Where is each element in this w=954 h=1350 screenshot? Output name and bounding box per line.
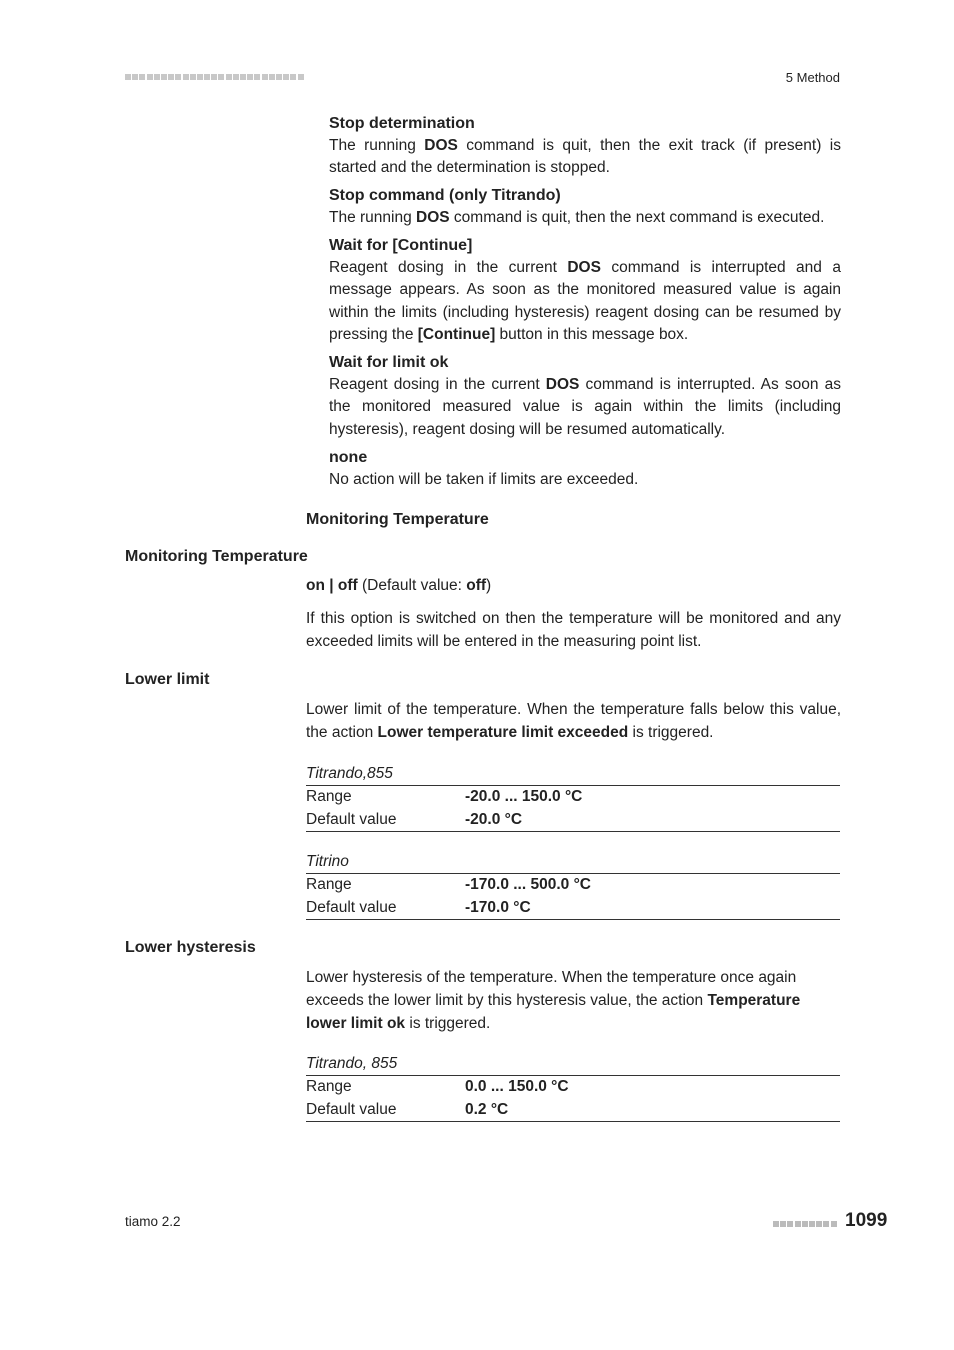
param-title-lower-hysteresis: Lower hysteresis — [125, 939, 256, 956]
option-none — [329, 447, 841, 491]
option-title: Stop command (only Titrando) — [329, 187, 561, 204]
option-description: The running DOS command is quit, then the exit track (if present) is started and the determination is stopped. — [329, 137, 842, 177]
table-row: Range -20.0 ... 150.0 °C — [306, 788, 583, 805]
option-wait-for-continue — [329, 235, 841, 346]
option-wait-for-limit-ok — [329, 352, 841, 441]
footer-decoration — [773, 1219, 838, 1227]
option-title: Wait for limit ok — [329, 354, 449, 371]
table-caption: Titrando,855 — [306, 763, 840, 786]
table-row: Default value 0.2 °C — [306, 1100, 509, 1118]
table-caption: Titrando, 855 — [306, 1053, 840, 1076]
lower-limit-table-titrino — [306, 851, 840, 920]
table-row: Default value -170.0 °C — [306, 898, 531, 916]
table-row: Range -170.0 ... 500.0 °C — [306, 876, 591, 893]
param-title-lower-limit: Lower limit — [125, 671, 210, 688]
option-description: Reagent dosing in the current DOS command is interrupted. As soon as the monitored measured value is again within the limits (including hysteresis), reagent dosing will be resumed automatically. — [329, 376, 841, 438]
table-caption: Titrino — [306, 851, 840, 874]
footer-product: tiamo 2.2 — [125, 1214, 181, 1229]
header-decoration — [125, 72, 307, 82]
table-row: Range 0.0 ... 150.0 °C — [306, 1078, 569, 1095]
option-description: The running DOS command is quit, then the next command is executed. — [329, 209, 825, 226]
chapter-header: 5 Method — [785, 70, 840, 85]
option-stop-command — [329, 185, 841, 229]
option-stop-determination — [329, 113, 841, 180]
option-title: none — [329, 449, 368, 466]
option-title: Wait for [Continue] — [329, 237, 473, 254]
monitoring-values: on | off (Default value: off) — [306, 577, 492, 594]
lower-limit-table-titrando — [306, 763, 840, 832]
lower-hysteresis-table — [306, 1053, 840, 1122]
lower-limit-description: Lower limit of the temperature. When the temperature falls below this value, the action Lower temperature limit exceeded is triggered. — [306, 701, 841, 741]
monitoring-description: If this option is switched on then the temperature will be monitored and any exceeded limits will be entered in the measuring point list. — [306, 610, 841, 650]
subsection-title: Monitoring Temperature — [306, 511, 489, 528]
table-row: Default value -20.0 °C — [306, 810, 523, 828]
page-number: 1099 — [845, 1210, 888, 1231]
param-title-monitoring: Monitoring Temperature — [125, 548, 308, 565]
option-description: No action will be taken if limits are exceeded. — [329, 471, 639, 488]
lower-hysteresis-description: Lower hysteresis of the temperature. When the temperature once again exceeds the lower limit by this hysteresis value, the action Temperature lower limit ok is triggered. — [306, 969, 801, 1032]
option-title: Stop determination — [329, 115, 475, 132]
option-description: Reagent dosing in the current DOS command is interrupted and a message appears. As soon as the monitored measured value is again within the limits (including hysteresis) reagent dosing can be resumed by pressing the [Continue] button in this message box. — [329, 259, 841, 343]
